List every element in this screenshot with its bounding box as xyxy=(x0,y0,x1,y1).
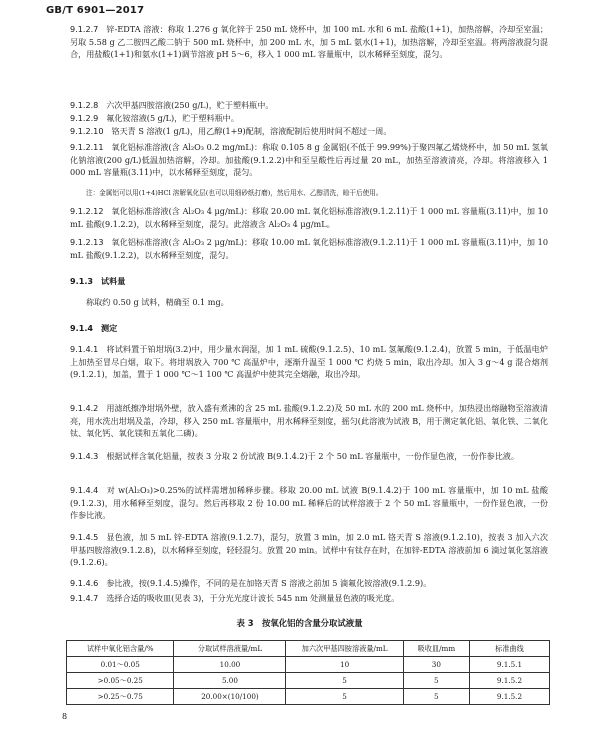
clause-number: 9.1.2.13 xyxy=(70,237,104,247)
step-9-1-4-5 xyxy=(70,531,548,569)
step-9-1-4-6 xyxy=(70,577,548,590)
clause-9-1-2-11 xyxy=(70,141,548,179)
table-cell: 5 xyxy=(403,673,469,689)
table-cell: >0.25～0.75 xyxy=(67,689,174,705)
clause-9-1-2-7 xyxy=(70,23,548,61)
clause-number: 9.1.2.9 xyxy=(70,113,99,123)
clause-number: 9.1.2.12 xyxy=(70,206,104,216)
step-number: 9.1.4.2 xyxy=(70,403,99,413)
table-row xyxy=(67,657,550,673)
clause-9-1-2-10 xyxy=(70,125,548,138)
column-header: 标准曲线 xyxy=(469,641,549,657)
table-header-row xyxy=(67,641,550,657)
clause-9-1-2-12 xyxy=(70,205,548,230)
clause-text: 铬天青 S 溶液(1 g/L)，用乙醇(1+9)配制，溶液配制后使用时间不超过一周。 xyxy=(111,126,392,136)
table-cell: 9.1.5.2 xyxy=(469,673,549,689)
table-row xyxy=(67,689,550,705)
table-cell: 10.00 xyxy=(174,657,286,673)
step-text: 根据试样含氧化铝量，按表 3 分取 2 份试液 B(9.1.4.2)于 2 个 50 mL 容量瓶中，一份作显色液，一份作参比液。 xyxy=(106,451,519,461)
step-number: 9.1.4.1 xyxy=(70,344,99,354)
column-header: 试样中氧化铝含量/% xyxy=(67,641,174,657)
column-header: 加六次甲基四胺溶液量/mL xyxy=(286,641,403,657)
table-cell: 5.00 xyxy=(174,673,286,689)
table-cell: 30 xyxy=(403,657,469,673)
step-text: 选择合适的吸收皿(见表 3)，于分光光度计波长 545 nm 处测量显色液的吸光度。 xyxy=(106,593,400,603)
aliquot-table xyxy=(66,640,550,705)
standard-number-header: GB/T 6901—2017 xyxy=(46,5,145,16)
clause-text: 锌-EDTA 溶液：称取 1.276 g 氧化锌于 250 mL 烧杯中，加 100 mL 水和 6 mL 盐酸(1+1)，加热溶解，冷却至室温；另取 5.58 g 乙二胺四乙酸二钠于 500 mL 烧杯中，加 200 mL 水，加 5 mL 氨水(1+1)，加热溶解，冷却至室温。将两溶液混匀混合，用盐酸(1+1)和氨水(1+1)调节溶液 pH 5～6，移入 1 000 mL 容量瓶中，以水稀释至刻度，混匀。 xyxy=(70,24,548,60)
step-9-1-4-7 xyxy=(70,592,548,605)
sample-text: 称取约 0.50 g 试料，精确至 0.1 mg。 xyxy=(86,297,229,307)
clause-text: 氧化铝标准溶液(含 Al₂O₃ 0.2 mg/mL)：称取 0.105 8 g 金属铝(不低于 99.99%)于聚四氟乙烯烧杯中，加 50 mL 氢氧化钠溶液(200 g/L)低温加热溶解，冷却。加盐酸(9.1.2.2)中和至呈酸性后再过量 20 mL，加热至溶液清亮，冷却。将溶液移入 1 000 mL 容量瓶(3.11)中，以水稀释至刻度，混匀。 xyxy=(70,142,548,178)
table-cell: >0.05～0.25 xyxy=(67,673,174,689)
table-cell: 5 xyxy=(286,689,403,705)
clause-9-1-2-8 xyxy=(70,99,548,112)
step-number: 9.1.4.5 xyxy=(70,532,99,542)
clause-number: 9.1.2.8 xyxy=(70,100,99,110)
clause-9-1-2-9 xyxy=(70,112,548,125)
table-cell: 20.00×(10/100) xyxy=(174,689,286,705)
page-number: 8 xyxy=(62,712,68,721)
clause-text: 六次甲基四胺溶液(250 g/L)，贮于塑料瓶中。 xyxy=(106,100,274,110)
step-number: 9.1.4.4 xyxy=(70,485,99,495)
table-row xyxy=(67,673,550,689)
section-title: 试料量 xyxy=(101,276,126,286)
column-header: 吸收皿/mm xyxy=(403,641,469,657)
clause-text: 氧化铝标准溶液(含 Al₂O₃ 2 μg/mL)：移取 10.00 mL 氧化铝标准溶液(9.1.2.11)于 1 000 mL 容量瓶(3.11)中，加 10 mL 盐酸(9.1.2.2)，以水稀释至刻度，混匀。 xyxy=(70,237,548,260)
clause-number: 9.1.2.10 xyxy=(70,126,104,136)
clause-text: 氧化铝标准溶液(含 Al₂O₃ 4 μg/mL)：移取 20.00 mL 氧化铝标准溶液(9.1.2.11)于 1 000 mL 容量瓶(3.11)中，加 10 mL 盐酸(9.1.2.2)，以水稀释至刻度，混匀。此溶液含 Al₂O₃ 4 μg/mL。 xyxy=(70,206,548,229)
section-number: 9.1.3 xyxy=(70,276,94,286)
step-number: 9.1.4.7 xyxy=(70,593,99,603)
table-cell: 5 xyxy=(403,689,469,705)
step-text: 显色液，加 5 mL 锌-EDTA 溶液(9.1.2.7)，混匀，放置 3 min，加 2.0 mL 铬天青 S 溶液(9.1.2.10)，按表 3 加入六次甲基四胺溶液(9.1.2.8)，以水稀释至刻度，轻轻混匀。放置 20 min。试样中有钛存在时，在加锌-EDTA 溶液前加 6 滴过氧化氢溶液(9.1.2.6)。 xyxy=(70,532,548,568)
table-cell: 9.1.5.1 xyxy=(469,657,549,673)
table-cell: 5 xyxy=(286,673,403,689)
table-caption: 表 3 按氧化铝的含量分取试液量 xyxy=(236,618,363,628)
section-heading-measure xyxy=(70,322,548,335)
clause-number: 9.1.2.11 xyxy=(70,142,104,152)
step-9-1-4-3 xyxy=(70,450,548,463)
step-9-1-4-1 xyxy=(70,343,548,381)
table-cell: 9.1.5.2 xyxy=(469,689,549,705)
note-aluminum: 注：金属铝可以用(1+4)HCl 溶解氧化层(也可以用细砂纸打磨)，然后用水、乙醇清洗，晾干后使用。 xyxy=(86,189,383,197)
step-text: 将试料置于铂坩埚(3.2)中，用少量水润湿，加 1 mL 硫酸(9.1.2.5)、10 mL 氢氟酸(9.1.2.4)，放置 5 min，于低温电炉上加热至冒尽白烟，取下。将坩埚放入 700 ℃ 高温炉中，逐渐升温至 1 000 ℃ 灼烧 5 min，取出冷却。加入 3 g～4 g 混合熔剂(9.1.2.1)，加盖，置于 1 000 ℃～1 100 ℃ 高温炉中使其完全熔融，取出冷却。 xyxy=(70,344,548,380)
table-cell: 10 xyxy=(286,657,403,673)
step-text: 用滤纸擦净坩埚外壁，放入盛有煮沸的含 25 mL 盐酸(9.1.2.2)及 50 mL 水的 200 mL 烧杯中，加热浸出熔融物至溶液清亮，用水洗出坩埚及盖，冷却，移入 250 mL 容量瓶中，用水稀释至刻度，摇匀(此溶液为试液 B，用于测定氧化铝、氧化铁、二氧化钛、氧化钙、氧化镁和五氧化二磷)。 xyxy=(70,403,548,439)
section-number: 9.1.4 xyxy=(70,323,94,333)
step-text: 参比液，按(9.1.4.5)操作，不同的是在加铬天青 S 溶液之前加 5 滴氟化铵溶液(9.1.2.9)。 xyxy=(106,578,432,588)
step-number: 9.1.4.6 xyxy=(70,578,99,588)
column-header: 分取试样溶液量/mL xyxy=(174,641,286,657)
table-cell: 0.01～0.05 xyxy=(67,657,174,673)
step-number: 9.1.4.3 xyxy=(70,451,99,461)
step-text: 对 w(Al₂O₃)>0.25%的试样需增加稀释步骤。移取 20.00 mL 试液 B(9.1.4.2)于 100 mL 容量瓶中，加 10 mL 盐酸(9.1.2.3)，用水稀释至刻度，混匀。然后再移取 2 份 10.00 mL 稀释后的试样溶液于 2 个 50 mL 容量瓶中，一份作显色液，一份作参比液。 xyxy=(70,485,548,521)
section-heading-sample xyxy=(70,275,548,288)
clause-9-1-2-13 xyxy=(70,236,548,261)
clause-number: 9.1.2.7 xyxy=(70,24,99,34)
section-title: 测定 xyxy=(101,323,118,333)
step-9-1-4-2 xyxy=(70,402,548,440)
clause-text: 氟化铵溶液(5 g/L)，贮于塑料瓶中。 xyxy=(106,113,239,123)
step-9-1-4-4 xyxy=(70,484,548,522)
